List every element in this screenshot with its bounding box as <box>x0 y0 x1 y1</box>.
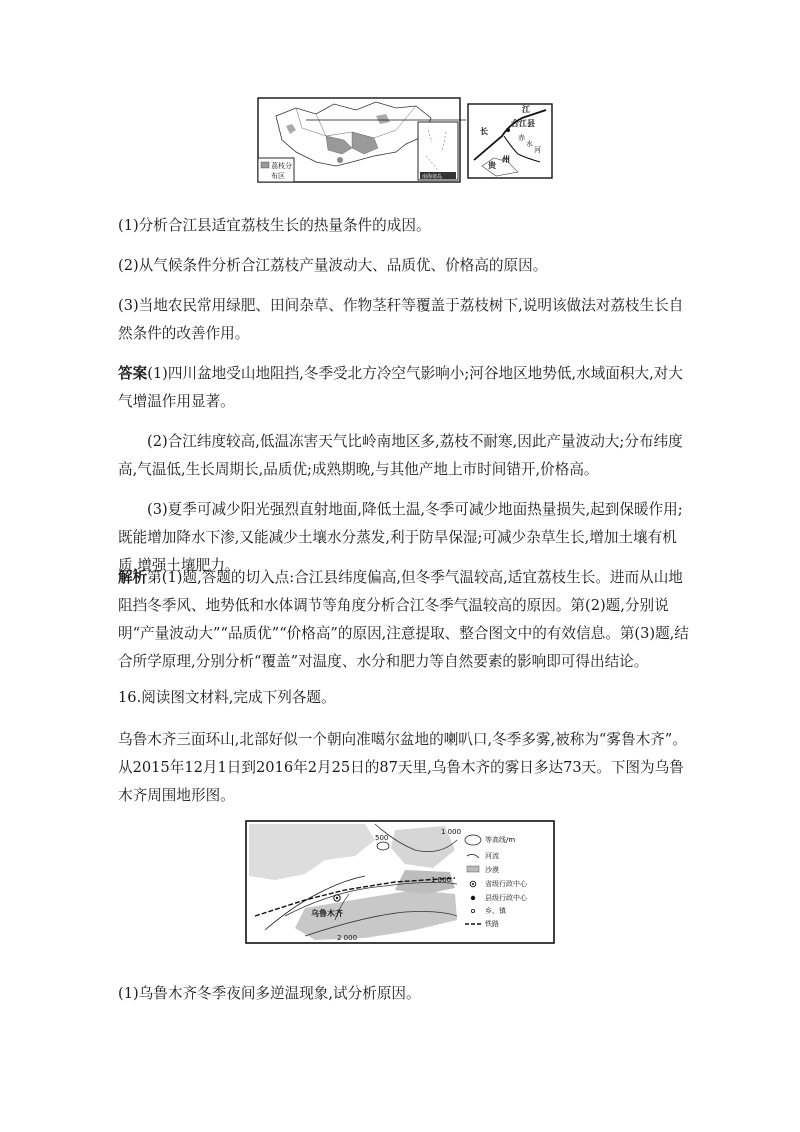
q15-answer3: (3)夏季可减少阳光强烈直射地面,降低土温,冬季可减少地面热量损失,起到保暖作用;既能增加降水下渗,又能减少土壤水分蒸发,利于防旱保湿;可减少杂草生长,增加土壤有机质,增强土壤肥力。 <box>118 501 683 574</box>
legend-river: 河流 <box>485 852 499 860</box>
lake-value: 500 <box>375 834 389 842</box>
q15-answer2: (2)合江纬度较高,低温冻害天气比岭南地区多,荔枝不耐寒,因此产量波动大;分布纬度高,气温低,生长周期长,品质优;成熟期晚,与其他产地上市时间错开,价格高。 <box>118 433 683 478</box>
label-chang: 长 <box>480 127 488 136</box>
legend-label-line2: 布区 <box>271 172 285 180</box>
legend-railway: 铁路 <box>485 920 499 928</box>
label-zhou: 州 <box>502 155 510 164</box>
urumqi-terrain-map <box>245 820 557 946</box>
contour-2000: 2 000 <box>337 934 358 942</box>
q16-sub1: (1)乌鲁木齐冬季夜间多逆温现象,试分析原因。 <box>118 985 421 1002</box>
inset-label: 南海诸岛 <box>422 174 443 180</box>
city-label: 乌鲁木齐 <box>311 909 343 918</box>
contour-1000-a: 1 000 <box>441 828 462 836</box>
q15-sub3: (3)当地农民常用绿肥、田间杂草、作物茎秆等覆盖于荔枝树下,说明该做法对荔枝生长自然条件的改善作用。 <box>118 297 684 342</box>
legend-desert: 沙漠 <box>485 866 499 874</box>
legend-contour: 等高线/m <box>485 836 516 844</box>
analysis-tag: 解析 <box>118 569 148 586</box>
q15-answer1-paragraph <box>118 360 693 416</box>
label-chi: 赤 <box>518 134 525 142</box>
legend-capital: 省级行政中心 <box>485 880 527 888</box>
label-shui: 水 <box>526 140 533 148</box>
legend-town: 乡、镇 <box>485 907 506 915</box>
label-gui: 贵 <box>488 161 496 170</box>
label-jiang: 江 <box>522 105 530 114</box>
lychee-distribution-map <box>256 96 556 186</box>
label-he: 河 <box>534 146 541 154</box>
q16-material: 乌鲁木齐三面环山,北部好似一个朝向准噶尔盆地的喇叭口,冬季多雾,被称为“雾鲁木齐”。从2015年12月1日到2016年2月25日的87天里,乌鲁木齐的雾日多达73天。下图为乌鲁木齐周围地形图。 <box>118 731 687 804</box>
legend-label-line1: 荔枝分 <box>271 162 292 170</box>
answer-tag: 答案 <box>118 365 148 382</box>
legend-county: 县级行政中心 <box>485 894 527 902</box>
q15-sub2: (2)从气候条件分析合江荔枝产量波动大、品质优、价格高的原因。 <box>118 257 548 274</box>
contour-1000-b: 1 000 <box>431 876 452 884</box>
q15-analysis: 第(1)题,答题的切入点:合江县纬度偏高,但冬季气温较高,适宜荔枝生长。进而从山地阻挡冬季风、地势低和水体调节等角度分析合江冬季气温较高的原因。第(2)题,分别说明“产量波动大”“品质优”“价格高”的原因,注意提取、整合图文中的有效信息。第(3)题,结合所学原理,分别分析“覆盖”对温度、水分和肥力等自然要素的影响即可得出结论。 <box>118 569 689 670</box>
q15-analysis-paragraph <box>118 564 693 676</box>
q15-sub1: (1)分析合江县适宜荔枝生长的热量条件的成因。 <box>118 217 431 234</box>
q16-title: 16.阅读图文材料,完成下列各题。 <box>118 689 336 706</box>
q15-answer1: (1)四川盆地受山地阻挡,冬季受北方冷空气影响小;河谷地区地势低,水域面积大,对大气增温作用显著。 <box>118 365 683 410</box>
label-hejiang: 合江县 <box>511 119 535 128</box>
